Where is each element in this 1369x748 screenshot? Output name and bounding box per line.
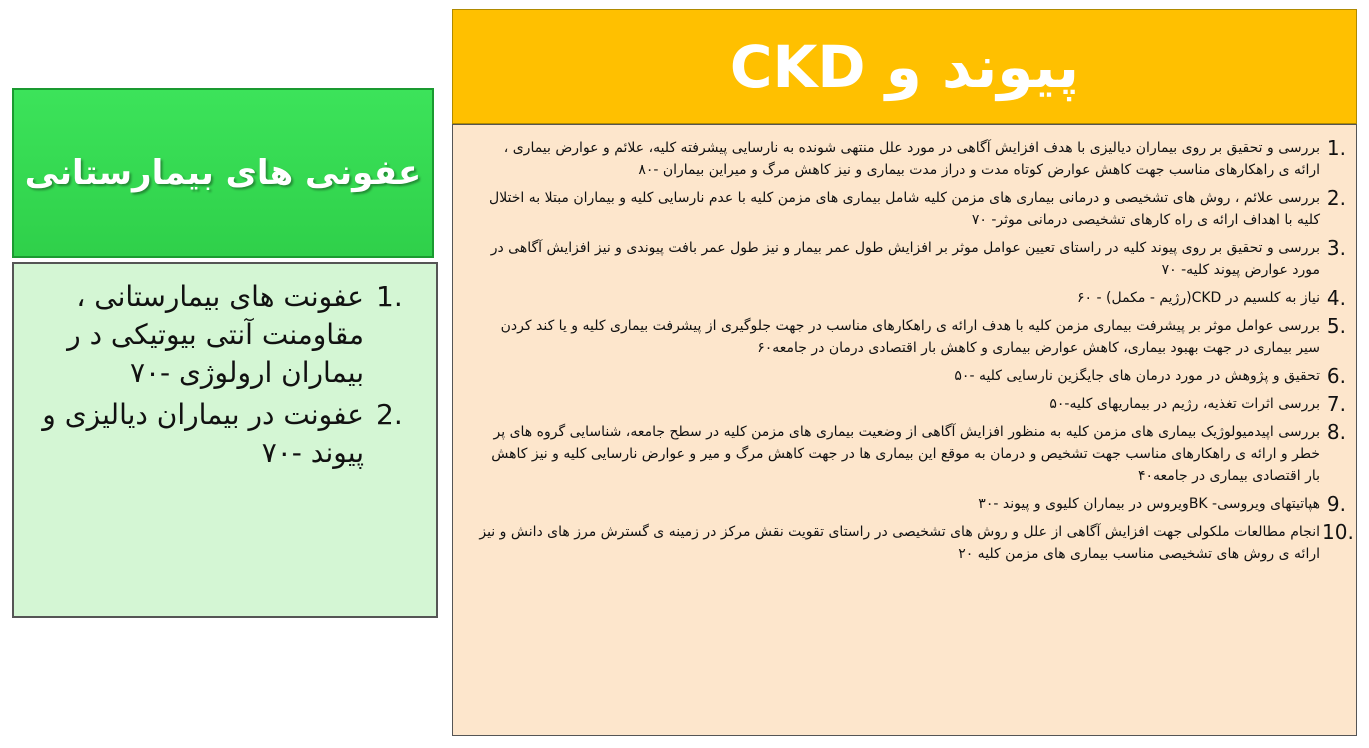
list-item bbox=[475, 365, 1346, 387]
list-item bbox=[475, 421, 1346, 487]
list-item bbox=[475, 315, 1346, 359]
item-number: 6. bbox=[1326, 364, 1346, 388]
list-item bbox=[24, 278, 420, 392]
left-panel-body bbox=[12, 262, 438, 618]
list-item bbox=[475, 520, 1354, 565]
item-text: بررسی و تحقیق بر روی پیوند کلیه در راستای تعیین عوامل موثر بر افزایش طول عمر بیمار و نیز طول عمر بافت پیوندی و نیز افزایش آگاهی در مورد عوارض پیوند کلیه- ۷۰ bbox=[490, 240, 1320, 278]
item-text: بررسی عوامل موثر بر پیشرفت بیماری مزمن کلیه با هدف ارائه ی راهکارهای مناسب در جهت جلوگیری از پیشرفت بیماری کلیه و یا کند کردن سیر بیماری در جهت بهبود بیماری، کاهش عوارض بیماری و کاهش بار اقتصادی درمان در جامعه۶۰ bbox=[500, 318, 1320, 356]
right-panel-title: پیوند و CKD bbox=[729, 32, 1080, 101]
item-number: 1. bbox=[1326, 136, 1346, 160]
item-number: 9. bbox=[1326, 492, 1346, 516]
item-number: 7. bbox=[1326, 392, 1346, 416]
list-item bbox=[24, 396, 420, 472]
item-number: 10. bbox=[1322, 520, 1354, 544]
item-number: 8. bbox=[1326, 420, 1346, 444]
item-number: 3. bbox=[1326, 236, 1346, 260]
item-text: بررسی و تحقیق بر روی بیماران دیالیزی با هدف افزایش آگاهی در مورد علل منتهی شونده به نارسایی پیشرفته کلیه، علائم و عوارض بیماری ، ارائه ی راهکارهای مناسب جهت کاهش عوارض کوتاه مدت و دراز مدت بیماری و نیز کاهش مرگ و میراین بیماران -۸۰ bbox=[503, 140, 1320, 178]
left-panel-title: عفونی های بیمارستانی bbox=[24, 153, 422, 193]
list-item bbox=[475, 187, 1346, 231]
item-text: عفونت در بیماران دیالیزی و پیوند -۷۰ bbox=[42, 398, 364, 469]
right-panel-body bbox=[452, 124, 1357, 736]
item-text: بررسی اپیدمیولوژیک بیماری های مزمن کلیه به منظور افزایش آگاهی از وضعیت بیماری های مزمن کلیه در سطح جامعه، شناسایی گروه های پر خطر و ارائه ی راهکارهای مناسب جهت تشخیص و درمان به موقع این بیماری ها در جهت کاهش مرگ و میر و عوارض نارسایی کلیه و نیز کاهش بار اقتصادی بیماری در جامعه۴۰ bbox=[491, 424, 1320, 484]
item-text: بررسی علائم ، روش های تشخیصی و درمانی بیماری های مزمن کلیه شامل بیماری های مزمن کلیه با عدم نارسایی کلیه و بیماران مبتلا به اختلال کلیه با اهداف ارائه ی راه کارهای تشخیصی درمانی موثر- ۷۰ bbox=[489, 190, 1320, 228]
list-item bbox=[475, 493, 1346, 515]
list-item bbox=[475, 393, 1346, 415]
item-text: تحقیق و پژوهش در مورد درمان های جایگزین نارسایی کلیه -۵۰ bbox=[954, 368, 1320, 384]
item-number: 4. bbox=[1326, 286, 1346, 310]
item-number: 2. bbox=[1326, 186, 1346, 210]
item-text: عفونت های بیمارستانی ، مقاومنت آنتی بیوتیکی د ر بیماران ارولوژی -۷۰ bbox=[67, 280, 364, 389]
item-text: بررسی اثرات تغذیه، رژیم در بیماریهای کلیه-۵۰ bbox=[1049, 396, 1320, 412]
list-item bbox=[475, 137, 1346, 181]
item-number: 1. bbox=[376, 280, 403, 313]
list-item bbox=[475, 287, 1346, 309]
item-number: 2. bbox=[376, 398, 403, 431]
item-text: انجام مطالعات ملکولی جهت افزایش آگاهی از علل و روش های تشخیصی در راستای تقویت نقش مرکز در زمینه ی گسترش مرز های دانش و نیز ارائه ی روش های تشخیصی مناسب بیماری های مزمن کلیه ۲۰ bbox=[479, 524, 1320, 562]
item-number: 5. bbox=[1326, 314, 1346, 338]
item-text: هپاتیتهای ویروسی- BKویروس در بیماران کلیوی و پیوند -۳۰ bbox=[978, 496, 1320, 512]
list-item bbox=[475, 237, 1346, 281]
left-panel-header bbox=[12, 88, 434, 258]
item-text: نیاز به کلسیم در CKD(رژیم - مکمل) - ۶۰ bbox=[1077, 290, 1320, 306]
right-panel-header bbox=[452, 9, 1357, 124]
